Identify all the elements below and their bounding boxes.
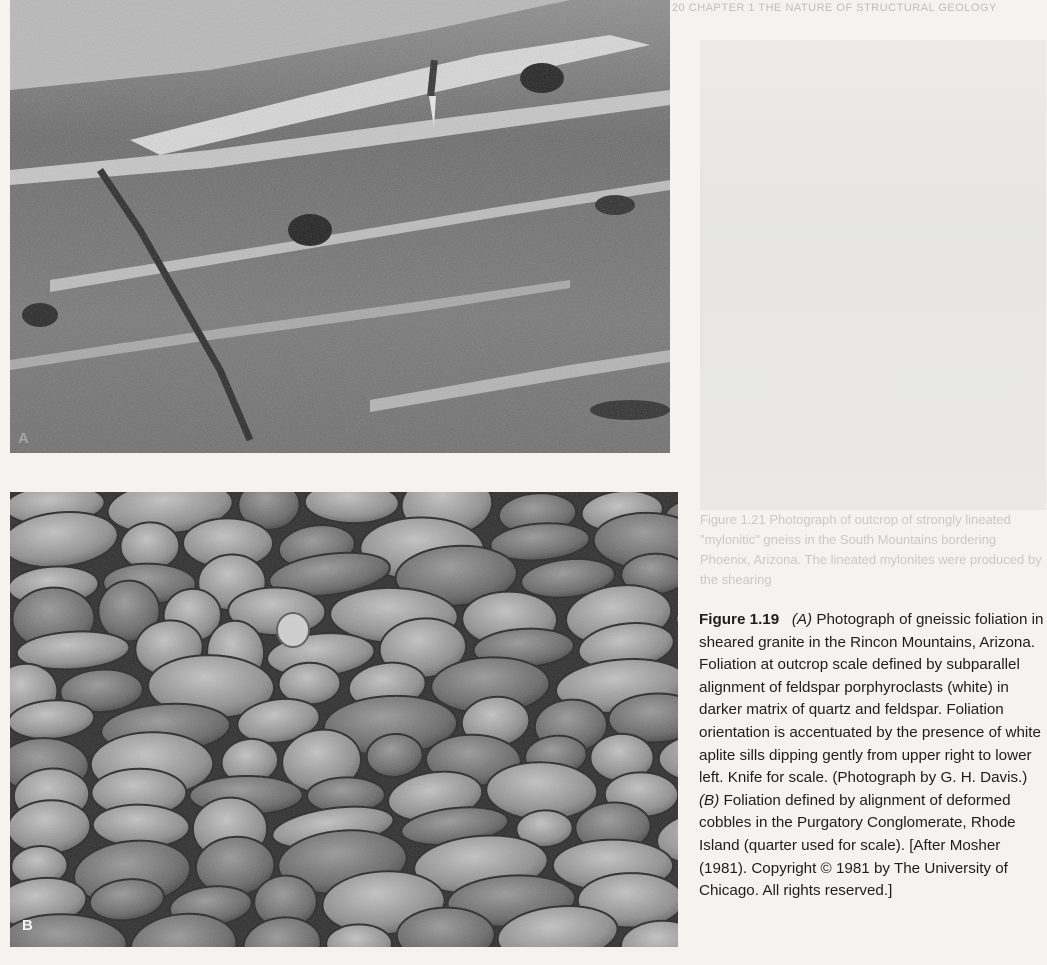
caption-part-b-text: Foliation defined by alignment of deformed cobbles in the Purgatory Conglomerate, Rhode Island (quarter used for scale). [After Mosher (1981). Copyright © 1981 by The University of Chicago. All rights reserved.] bbox=[699, 791, 1016, 900]
photo-b-deformed-cobbles bbox=[10, 492, 678, 947]
photo-a-image bbox=[10, 0, 670, 453]
caption-part-a-text: Photograph of gneissic foliation in sheared granite in the Rincon Mountains, Arizona. Foliation at outcrop scale defined by subparallel alignment of feldspar porphyroclasts (white) in darker matrix of quartz and feldspar. Foliation orientation is accentuated by the presence of white aplite sills dipping gently from upper right to lower left. Knife for scale. (Photograph by G. H. Davis.) bbox=[699, 611, 1044, 787]
ghost-running-header: 20 CHAPTER 1 THE NATURE OF STRUCTURAL GEOLOGY bbox=[672, 2, 997, 14]
caption-part-b-label: (B) bbox=[699, 791, 720, 809]
ghost-photograph bbox=[700, 40, 1046, 510]
ghost-caption: Figure 1.21 Photograph of outcrop of strongly lineated "mylonitic" gneiss in the South Mountains bordering Phoenix, Arizona. The lineated mylonites were produced by the shearing bbox=[700, 512, 1042, 587]
photo-a-letter: A bbox=[18, 430, 29, 447]
photo-b-image bbox=[10, 492, 678, 947]
caption-part-a-label: (A) bbox=[791, 611, 813, 628]
figure-caption bbox=[699, 609, 1045, 903]
photo-a-gneissic-foliation bbox=[10, 0, 670, 453]
photo-b-letter: B bbox=[22, 917, 33, 934]
figure-label: Figure 1.19 bbox=[699, 611, 780, 628]
